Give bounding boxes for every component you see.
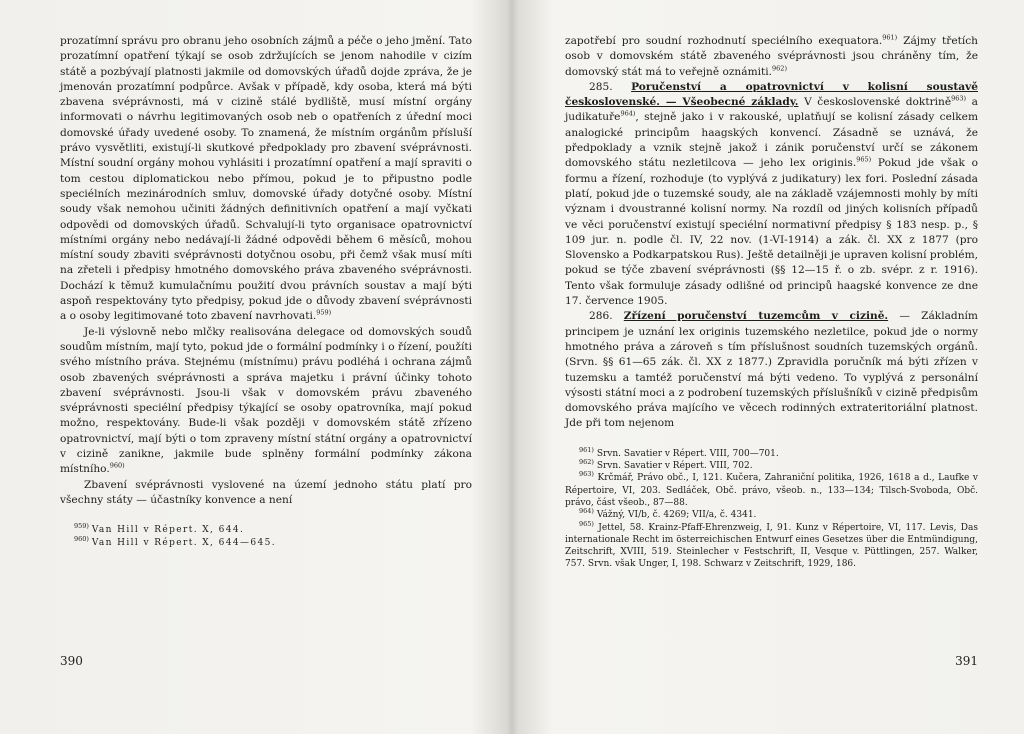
right-footnotes [565,445,978,571]
right-page [565,0,978,734]
left-footnotes [60,524,472,549]
footnote-960: $^{960)}$ Van Hill v Répert. X, 644—645. [74,534,276,548]
left-paragraph-3: Zbavení svéprávnosti vyslovené na území jednoho státu platí pro všechny státy — účastníky konvence a není [60,478,472,506]
footnote-959: $^{959)}$ Van Hill v Répert. X, 644. [74,522,245,536]
left-page [60,0,472,734]
left-page-number: 390 [60,654,83,668]
right-page-text [565,34,978,571]
footnote-marker-959: 959) [316,308,332,317]
left-page-text [60,34,472,549]
footnote-962: $^{962)}$ Srvn. Savatier v Répert. VIII, 702. [579,458,753,472]
left-paragraph-2: Je-li výslovně nebo mlčky realisována delegace od domovských soudů soudům místním, mají tyto, pokud jde o formální podmínky i o řízení, použíti svého místního práva. Stejnému (místnímu) právu podléhá i ochrana zájmů osob zbavených svéprávnosti a správa majetku i právní účinky tohoto zbavení svéprávnosti. Jsou-li však v domovském právu zbaveného svéprávnosti speciélní předpisy týkající se osoby opatrovníka, mají pokud možno, respektovány. Bude-li však později v domovském státě zřízeno opatrovnictví, mají býti o tom zpraveny místní státní orgány a opatrovnictví v cizině zanikne, jakmile bude splněny formální podmínky zákona místního.$^{960)}$ [60,325,472,476]
right-paragraph-intro: zapotřebí pro soudní rozhodnutí speciélního exequatora.$^{961)}$ Zájmy třetích osob v domovském státě zbaveného svéprávnosti jsou chráněny tím, že domovský stát má to veřejně oznámiti.$^{962)}$ [565,33,979,78]
right-page-number: 391 [955,654,978,668]
section-285-number: 285. [589,80,613,93]
section-286: 286. Zřízení poručenství tuzemcům v cizině. — Základním principem je uznání lex originis tuzemského nezletilce, pokud jde o normy hmotného práva a zároveň s tím příslušnost soudních tuzemských orgánů. (Srvn. §§ 61—65 zák. čl. XX z 1877.) Zpravidla poručník má býti zřízen v tuzemsku a tamtéž poručenství má býti vedeno. To vyplývá z personální výsosti státní moci a z podrobení tuzemských příslušníků v cizině předpisům domovského práva majícího ve věcech rodinných extrateritoriální platnost. Jde při tom nejenom [565,310,978,430]
footnote-963: $^{963)}$ Krčmář, Právo obč., I, 121. Kučera, Zahraniční politika, 1926, 1618 a d., Laufke v Répertoire, VI, 203. Sedláček, Obč. právo, všeob. n., 133—134; Tilsch-Svoboda, Obč. právo, část všeob., 87—88. [565,470,978,508]
footnote-964: $^{964)}$ Vážný, VI/b, č. 4269; VII/a, č. 4341. [579,507,757,521]
section-286-number: 286. [589,310,613,323]
section-285: 285. Poručenství a opatrovnictví v kolisní soustavě československé. — Všeobecné základy. V československé doktrině$^{963)}$ a judikatuře$^{964)}$, stejně jako i v rakouské, uplatňují se kolisní zásady celkem analogické principům haagských konvencí. Zásadně se uznává, že předpoklady a vznik stejně jakož i zánik poručenství určí se zákonem domovského státu nezletilcova — jeho lex originis.$^{965)}$ Pokud jde však o formu a řízení, rozhoduje (to vyplývá z judikatury) lex fori. Poslední zásada platí, pokud jde o tuzemské soudy, ale na základě vzájemnosti mohly by míti význam i dvoustranné kolisní normy. Na rozdíl od jiných kolisních případů ve věci poručenství existují speciélní normativní předpisy § 183 nesp. p., § 109 jur. n. podle čl. IV, 22 nov. (1-VI-1914) a zák. čl. XX z 1877 (pro Slovensko a Podkarpatskou Rus). Ještě detailněji je upraven kolisní problém, pokud se týče zbavení svéprávnosti (§§ 12—15 ř. o zb. svépr. z r. 1916). Tento však formuluje zásady odlišné od principů haagské konvence ze dne 17. července 1905. [565,80,979,308]
footnote-961: $^{961)}$ Srvn. Savatier v Répert. VIII, 700—701. [579,445,779,459]
section-285-heading: Poručenství a opatrovnictví v kolisní soustavě československé. — Všeobecné základy. [565,80,979,109]
left-paragraph-1: prozatímní správu pro obranu jeho osobních zájmů a péče o jeho jmění. Tato prozatímní opatření týkají se osob zdržujících se jenom nahodile v cizím státě a pozbývají platnosti jakmile od domovských úřadů dojde zpráva, že je jmenován prozatímní podpůrce. Avšak v případě, kdy osoba, která má býti zbavena svéprávnosti, má v cizině stálé bydliště, musí místní orgány informovati o návrhu legitimovaných osob neb o opatřeních z úřední moci domovské úřady uvedené osoby. To znamená, že místním orgánům přísluší právo vysvětliti, existují-li skutkové předpoklady pro zbavení svéprávnosti. Místní soudní orgány mohou vyhlásiti i prozatímní opatření a mají spraviti o tom cestou diplomatickou nebo přímou, pokud je to připustno podle speciélních mezinárodních smluv, domovské úřady dotyčné osoby. Místní soudy však nemohou učiniti žádných definitivních opatření a mají vyčkati odpovědi od domovských úřadů. Schvalují-li tyto organisace opatrovnictví místními orgány nebo nedávají-li žádné odpovědi během 6 měsíců, mohou místní soudy zbaviti svéprávnosti dotyčnou osobu, při čemž však musí míti na zřeteli i předpisy hmotného domovského práva zbaveného svéprávnosti. Dochází k těmuž kumulačnímu použití dvou právních soustav a mají býti aspoň respektovány tyto předpisy, pokud jde o důvody zbavení svéprávnosti a o osoby legitimované toto zbavení navrhovati.$^{959)}$ [60,35,472,323]
footnote-965: $^{965)}$ Jettel, 58. Krainz-Pfaff-Ehrenzweig, I, 91. Kunz v Répertoire, VI, 117. Levis, Das internationale Recht im österreichischen Entwurf eines Gesetzes über die Entmündigung, Zeitschrift, XVIII, 519. Steinlecher v Festschrift, II, Vesque v. Püttlingen, 257. Walker, 757. Srvn. však Unger, I, 198. Schwarz v Zeitschrift, 1929, 186. [565,519,978,570]
section-286-heading: Zřízení poručenství tuzemcům v cizině. [623,310,889,323]
footnote-marker-960: 960) [109,461,125,470]
